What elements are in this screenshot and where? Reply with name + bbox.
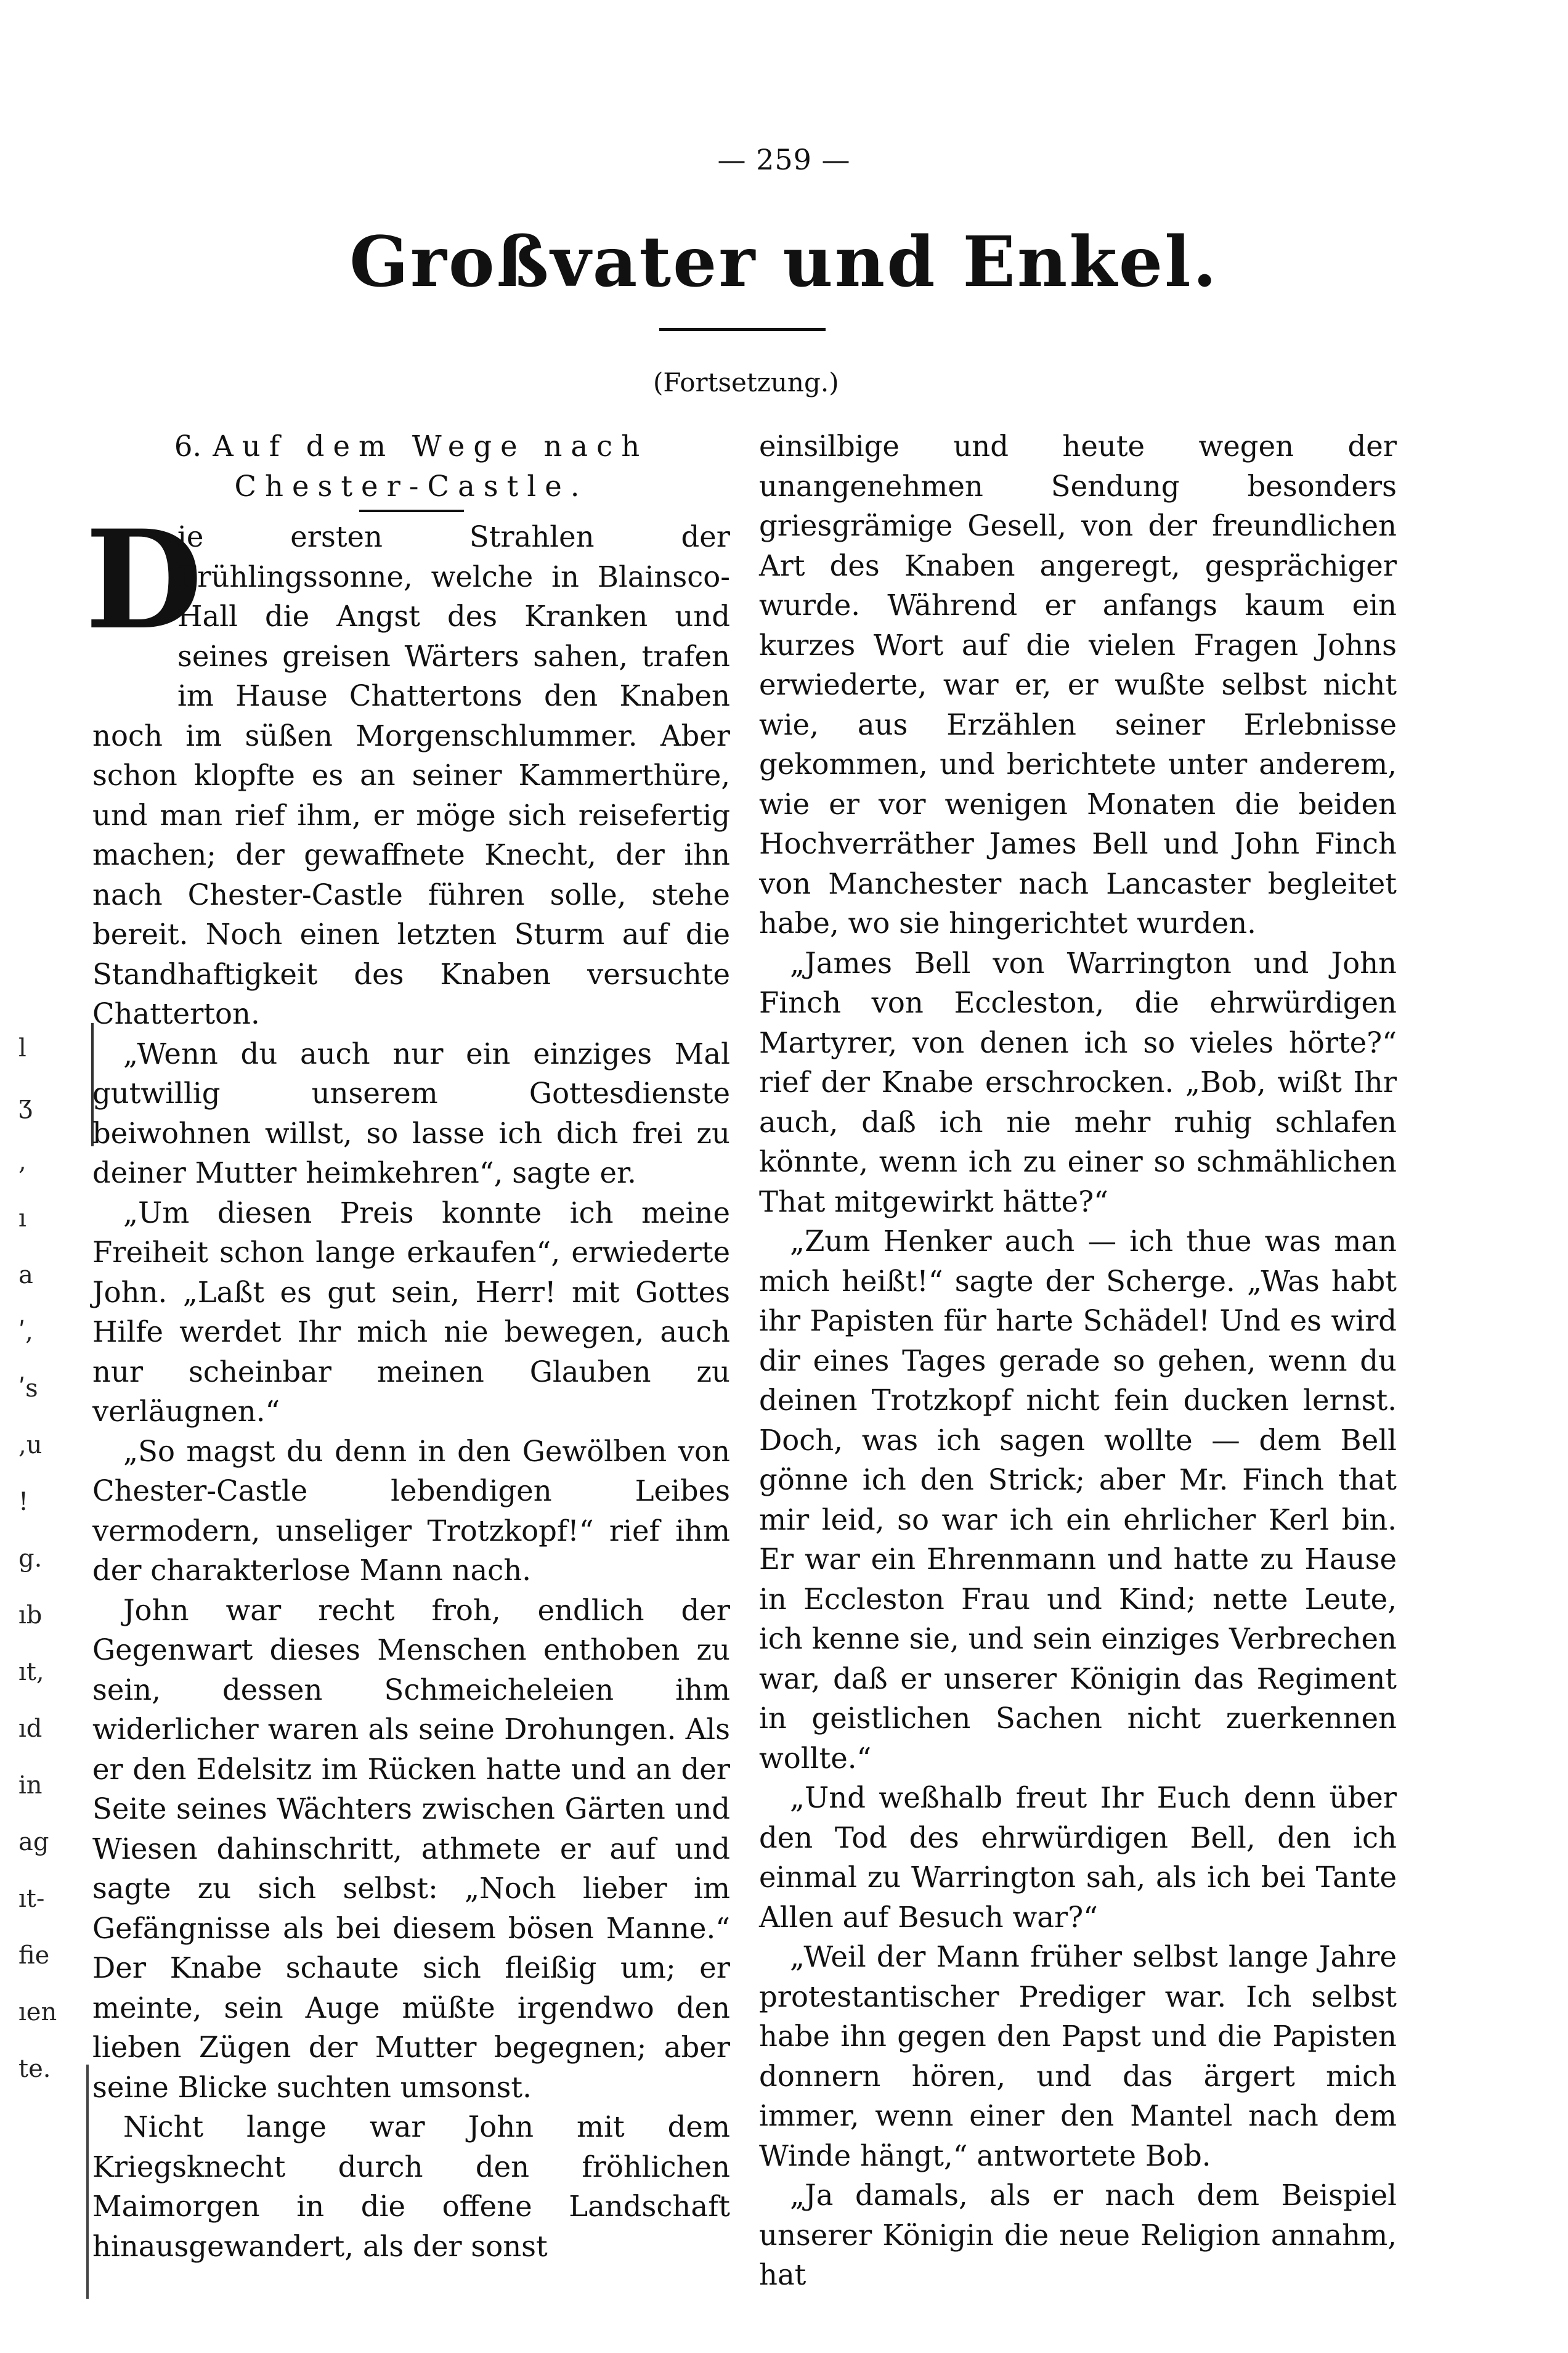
margin-fragments	[18, 1020, 74, 2097]
margin-fragment: ag	[18, 1828, 49, 1856]
margin-fragment: ı	[18, 1204, 26, 1233]
paragraph: „Und weßhalb freut Ihr Euch denn über den Tod des ehrwürdigen Bell, den ich einmal zu Warrington sah, als ich bei Tante Allen auf Besuch war?“	[759, 1781, 1397, 1934]
section-number: 6.	[174, 430, 202, 463]
paragraph: „Ja damals, als er nach dem Beispiel unserer Königin die neue Religion annahm, hat	[759, 2179, 1397, 2291]
margin-fragment: ,u	[18, 1431, 43, 1459]
margin-fragment: g.	[18, 1544, 43, 1573]
section-divider	[359, 510, 464, 512]
paragraph: „So magst du denn in den Gewölben von Chester-Castle lebendigen Leibes vermodern, unseliger Trotzkopf!“ rief ihm der charakterlose Mann nach.	[92, 1434, 730, 1587]
title-divider	[659, 328, 826, 331]
paragraph: „Wenn du auch nur ein einziges Mal gutwillig unserem Gottesdienste beiwohnen willst, so lasse ich dich frei zu deiner Mutter heimkehren“, sagte er.	[92, 1037, 730, 1189]
article-subtitle: (Fortsetzung.)	[653, 367, 839, 398]
paragraph: D ie ersten Strahlen der Frühlingssonne, welche in Blainsco-Hall die Angst des Kranken und seines greisen Wärters sahen, trafen im Hause Chattertons den Knaben noch im süßen Morgenschlummer. Aber schon klopfte es an seiner Kammerthüre, und man rief ihm, er möge sich reisefertig machen; der gewaffnete Knecht, der ihn nach Chester-Castle führen solle, stehe bereit. Noch einen letzten Sturm auf die Standhaftigkeit des Knaben versuchte Chatterton.	[85, 500, 730, 1030]
margin-fragment: a	[18, 1261, 33, 1289]
margin-fragment: ıen	[18, 1998, 57, 2026]
section-title: Auf dem Wege nach Chester-Castle.	[213, 430, 649, 503]
paragraph: „James Bell von Warrington und John Finch von Eccleston, die ehrwürdigen Martyrer, von denen ich so vieles hörte?“ rief der Knabe erschrocken. „Bob, wißt Ihr auch, daß ich nie mehr ruhig schlafen könnte, wenn ich zu einer so schmählichen That mitgewirkt hätte?“	[759, 946, 1397, 1218]
margin-fragment: ʹs	[18, 1374, 38, 1403]
section-heading	[92, 426, 730, 506]
margin-fragment: ıt-	[18, 1885, 45, 1913]
margin-fragment: ,	[18, 1148, 26, 1176]
paragraph: „Weil der Mann früher selbst lange Jahre protestantischer Prediger war. Ich selbst habe ihn gegen den Papst und die Papisten donnern hören, und das ärgert mich immer, wenn einer den Mantel nach dem Winde hängt,“ antwortete Bob.	[759, 1940, 1397, 2172]
margin-fragment: ʒ	[18, 1091, 33, 1119]
article-title: Großvater und Enkel.	[349, 222, 1219, 303]
margin-fragment: ıd	[18, 1715, 43, 1743]
margin-fragment: in	[18, 1771, 43, 1800]
paragraph: Nicht lange war John mit dem Kriegsknecht durch den fröhlichen Maimorgen in die offene Landschaft hinausgewandert, als der sonst	[92, 2110, 730, 2263]
margin-fragment: ıt,	[18, 1658, 44, 1686]
paragraph: John war recht froh, endlich der Gegenwart dieses Menschen enthoben zu sein, dessen Schmeicheleien ihm widerlicher waren als seine Drohungen. Als er den Edelsitz im Rücken hatte und an der Seite seines Wächters zwischen Gärten und Wiesen dahinschritt, athmete er auf und sagte zu sich selbst: „Noch lieber im Gefängnisse als bei diesem bösen Manne.“ Der Knabe schaute sich fleißig um; er meinte, sein Auge müßte irgendwo den lieben Zügen der Mutter begegnen; aber seine Blicke suchten umsonst.	[92, 1593, 730, 2104]
left-column	[85, 426, 730, 2266]
paragraph: einsilbige und heute wegen der unangenehmen Sendung besonders griesgrämige Gesell, von der freundlichen Art des Knaben angeregt, gesprächiger wurde. Während er anfangs kaum ein kurzes Wort auf die vielen Fragen Johns erwiederte, war er, er wußte selbst nicht wie, aus Erzählen seiner Erlebnisse gekommen, und berichtete unter anderem, wie er vor wenigen Monaten die beiden Hochverräther James Bell und John Finch von Manchester nach Lancaster begleitet habe, wo sie hingerichtet wurden.	[759, 430, 1397, 940]
paragraph: „Zum Henker auch — ich thue was man mich heißt!“ sagte der Scherge. „Was habt ihr Papisten für harte Schädel! Und es wird dir eines Tages gerade so gehen, wenn du deinen Trotzkopf nicht fein ducken lernst. Doch, was ich sagen wollte — dem Bell gönne ich den Strick; aber Mr. Finch that mir leid, so war ich ein ehrlicher Kerl bin. Er war ein Ehrenmann und hatte zu Hause in Eccleston Frau und Kind; nette Leute, ich kenne sie, und sein einziges Verbrechen war, daß er unserer Königin das Regiment in geistlichen Sachen nicht zuerkennen wollte.“	[759, 1225, 1397, 1775]
page-number: — 259 —	[717, 143, 851, 176]
margin-line-lower	[86, 2065, 89, 2299]
margin-fragment: l	[18, 1034, 26, 1062]
margin-fragment: ıb	[18, 1601, 43, 1629]
dropcap-initial: D	[85, 500, 203, 659]
margin-fragment: te.	[18, 2055, 51, 2083]
margin-fragment: ʹ,	[18, 1318, 33, 1346]
right-column	[759, 426, 1397, 2295]
margin-fragment: fie	[18, 1941, 50, 1970]
paragraph: „Um diesen Preis konnte ich meine Freiheit schon lange erkaufen“, erwiederte John. „Laßt es gut sein, Herr! mit Gottes Hilfe werdet Ihr mich nie bewegen, auch nur scheinbar meinen Glauben zu verläugnen.“	[92, 1196, 730, 1428]
margin-fragment: !	[18, 1488, 29, 1516]
